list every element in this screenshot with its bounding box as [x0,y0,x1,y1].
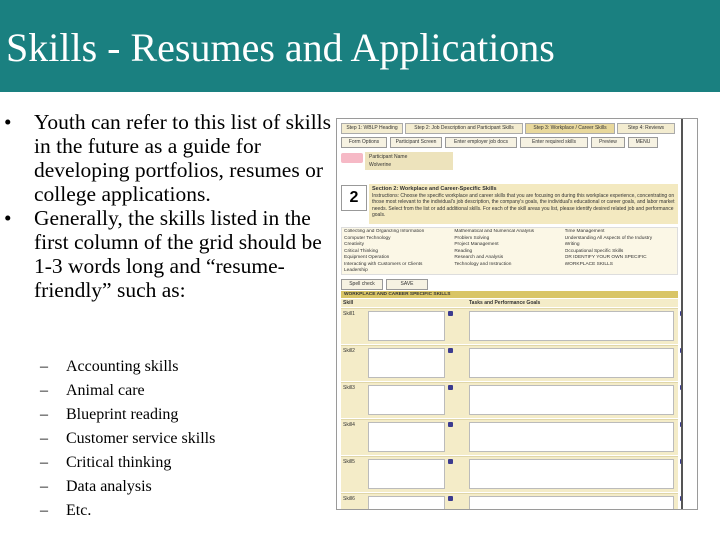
bullet-text: Generally, the skills listed in the first column of the grid should be 1-3 words long and “resume-friendly” such as: [34,206,322,302]
skill-row [341,382,678,418]
skill-column [344,229,454,273]
tab-step-3[interactable]: Step 3: Workplace / Career Skills [525,123,615,134]
row-label: Skill5 [343,459,355,465]
form-options-button[interactable]: Form Options [341,137,387,148]
skill-row [341,419,678,455]
goals-field[interactable] [469,385,674,415]
bullet-list [4,110,334,302]
row-label: Skill4 [343,422,355,428]
scrollbar[interactable] [681,119,697,509]
dash-marker: – [40,358,48,375]
dash-marker: – [40,502,48,519]
small-button-row [341,279,428,290]
bullet-text: Youth can refer to this list of skills in the future as a guide for developing portfolios, resumes or college applications. [34,110,332,206]
skill-option[interactable]: WORKPLACE SKILLS [564,261,613,267]
grid-header [341,299,678,307]
participant-label: Participant Name [369,154,408,160]
skill-option[interactable]: Equipment Operation [344,255,390,260]
tab-step-2[interactable]: Step 2: Job Description and Participant Skills [405,123,523,134]
enter-job-docs-button[interactable]: Enter employer job docs [445,137,517,148]
goals-field[interactable] [469,311,674,341]
section-title: Section 2: Workplace and Career-Specific Skills [372,186,497,192]
bullet-item [4,206,334,302]
skill-option[interactable]: OR IDENTIFY YOUR OWN SPECIFIC [564,255,647,260]
skill-row [341,308,678,344]
skill-option[interactable]: Research and Analysis [454,255,504,260]
skill-field[interactable] [368,422,445,452]
pink-marker [341,153,363,163]
participant-box [365,152,453,170]
skill-option[interactable]: Occupational Specific Skills [564,248,624,254]
skill-option[interactable]: Understanding All Aspects of the Industry [564,235,653,241]
sub-item-text: Critical thinking [66,454,172,471]
dash-marker: – [40,406,48,423]
skill-option[interactable]: Interacting with Customers or Clients [344,261,423,267]
skill-option[interactable]: Collecting and Organizing Information [344,229,425,234]
skill-row [341,493,678,510]
skill-option[interactable]: Technology and Instruction [454,261,512,267]
menu-button[interactable]: MENU [628,137,658,148]
col-skill-header: Skill [343,300,354,306]
section-instructions [369,184,678,224]
dash-marker: – [40,382,48,399]
skill-option[interactable]: Computer Technology [344,235,391,241]
form-button-row [341,137,677,148]
dropdown-icon[interactable] [448,422,453,427]
dropdown-icon[interactable] [448,496,453,501]
sub-item-text: Accounting skills [66,358,179,375]
skill-row [341,345,678,381]
skill-column [565,229,675,273]
sub-item-text: Animal care [66,382,145,399]
skill-row [341,456,678,492]
skill-option[interactable]: Project Management [454,242,499,247]
row-label: Skill3 [343,385,355,391]
skill-options-grid [341,227,678,275]
section-text: Instructions: Choose the specific workplace and career skills that you are focusing on during this workplace experience, concentrating on those most relevant to the individual's job description, the company's goals, the individual's educational or career goals, and labor market needs. Select from the list or add additional skills. For each of the skill areas you list, please identify desired related job and performance goals. [372,192,675,218]
participant-screen-button[interactable]: Participant Screen [390,137,442,148]
sub-list [40,355,340,523]
skill-option[interactable]: Reading [454,248,473,254]
sub-item [40,379,340,403]
section-number: 2 [341,185,367,211]
tab-step-4[interactable]: Step 4: Reviews [617,123,675,134]
skill-option[interactable]: Mathematical and Numerical Analysis [454,229,535,234]
bullet-marker: • [4,110,12,134]
title-bar [0,0,720,92]
skill-field[interactable] [368,459,445,489]
spell-check-button[interactable]: Spell check [341,279,383,290]
skill-option[interactable]: Problem Solving [454,235,490,241]
sub-item [40,427,340,451]
skill-option[interactable]: Time Management [564,229,605,234]
col-goals-header: Tasks and Performance Goals [469,300,541,306]
slide-title: Skills - Resumes and Applications [6,25,555,70]
enter-skills-button[interactable]: Enter required skills [520,137,588,148]
skill-field[interactable] [368,348,445,378]
form-screenshot [336,118,698,510]
goals-field[interactable] [469,459,674,489]
tab-step-1[interactable]: Step 1: WBLP Heading [341,123,403,134]
sub-item [40,355,340,379]
row-label: Skill6 [343,496,355,502]
bullet-marker: • [4,206,12,230]
sub-item-text: Blueprint reading [66,406,179,423]
sub-item-text: Data analysis [66,478,152,495]
sub-item [40,475,340,499]
skill-field[interactable] [368,385,445,415]
goals-field[interactable] [469,422,674,452]
participant-value: Wolverine [369,162,392,168]
bullet-item [4,110,334,206]
form-tabs [341,123,677,134]
sub-item-text: Etc. [66,502,92,519]
skill-option[interactable]: Critical Thinking [344,248,379,254]
dropdown-icon[interactable] [448,348,453,353]
dropdown-icon[interactable] [448,459,453,464]
grid-title: WORKPLACE AND CAREER SPECIFIC SKILLS [341,291,678,298]
sub-item [40,451,340,475]
skill-option[interactable]: Creativity [344,242,364,247]
skill-column [454,229,564,273]
dropdown-icon[interactable] [448,385,453,390]
row-label: Skill2 [343,348,355,354]
dropdown-icon[interactable] [448,311,453,316]
save-button[interactable]: SAVE [386,279,428,290]
preview-button[interactable]: Preview [591,137,625,148]
skill-field[interactable] [368,496,445,510]
skill-field[interactable] [368,311,445,341]
goals-field[interactable] [469,496,674,510]
goals-field[interactable] [469,348,674,378]
sub-item [40,499,340,523]
sub-item [40,403,340,427]
row-label: Skill1 [343,311,355,317]
skill-option[interactable]: Leadership [344,268,368,273]
dash-marker: – [40,430,48,447]
skill-option[interactable]: Writing [564,242,580,247]
dash-marker: – [40,454,48,471]
dash-marker: – [40,478,48,495]
sub-item-text: Customer service skills [66,430,216,447]
